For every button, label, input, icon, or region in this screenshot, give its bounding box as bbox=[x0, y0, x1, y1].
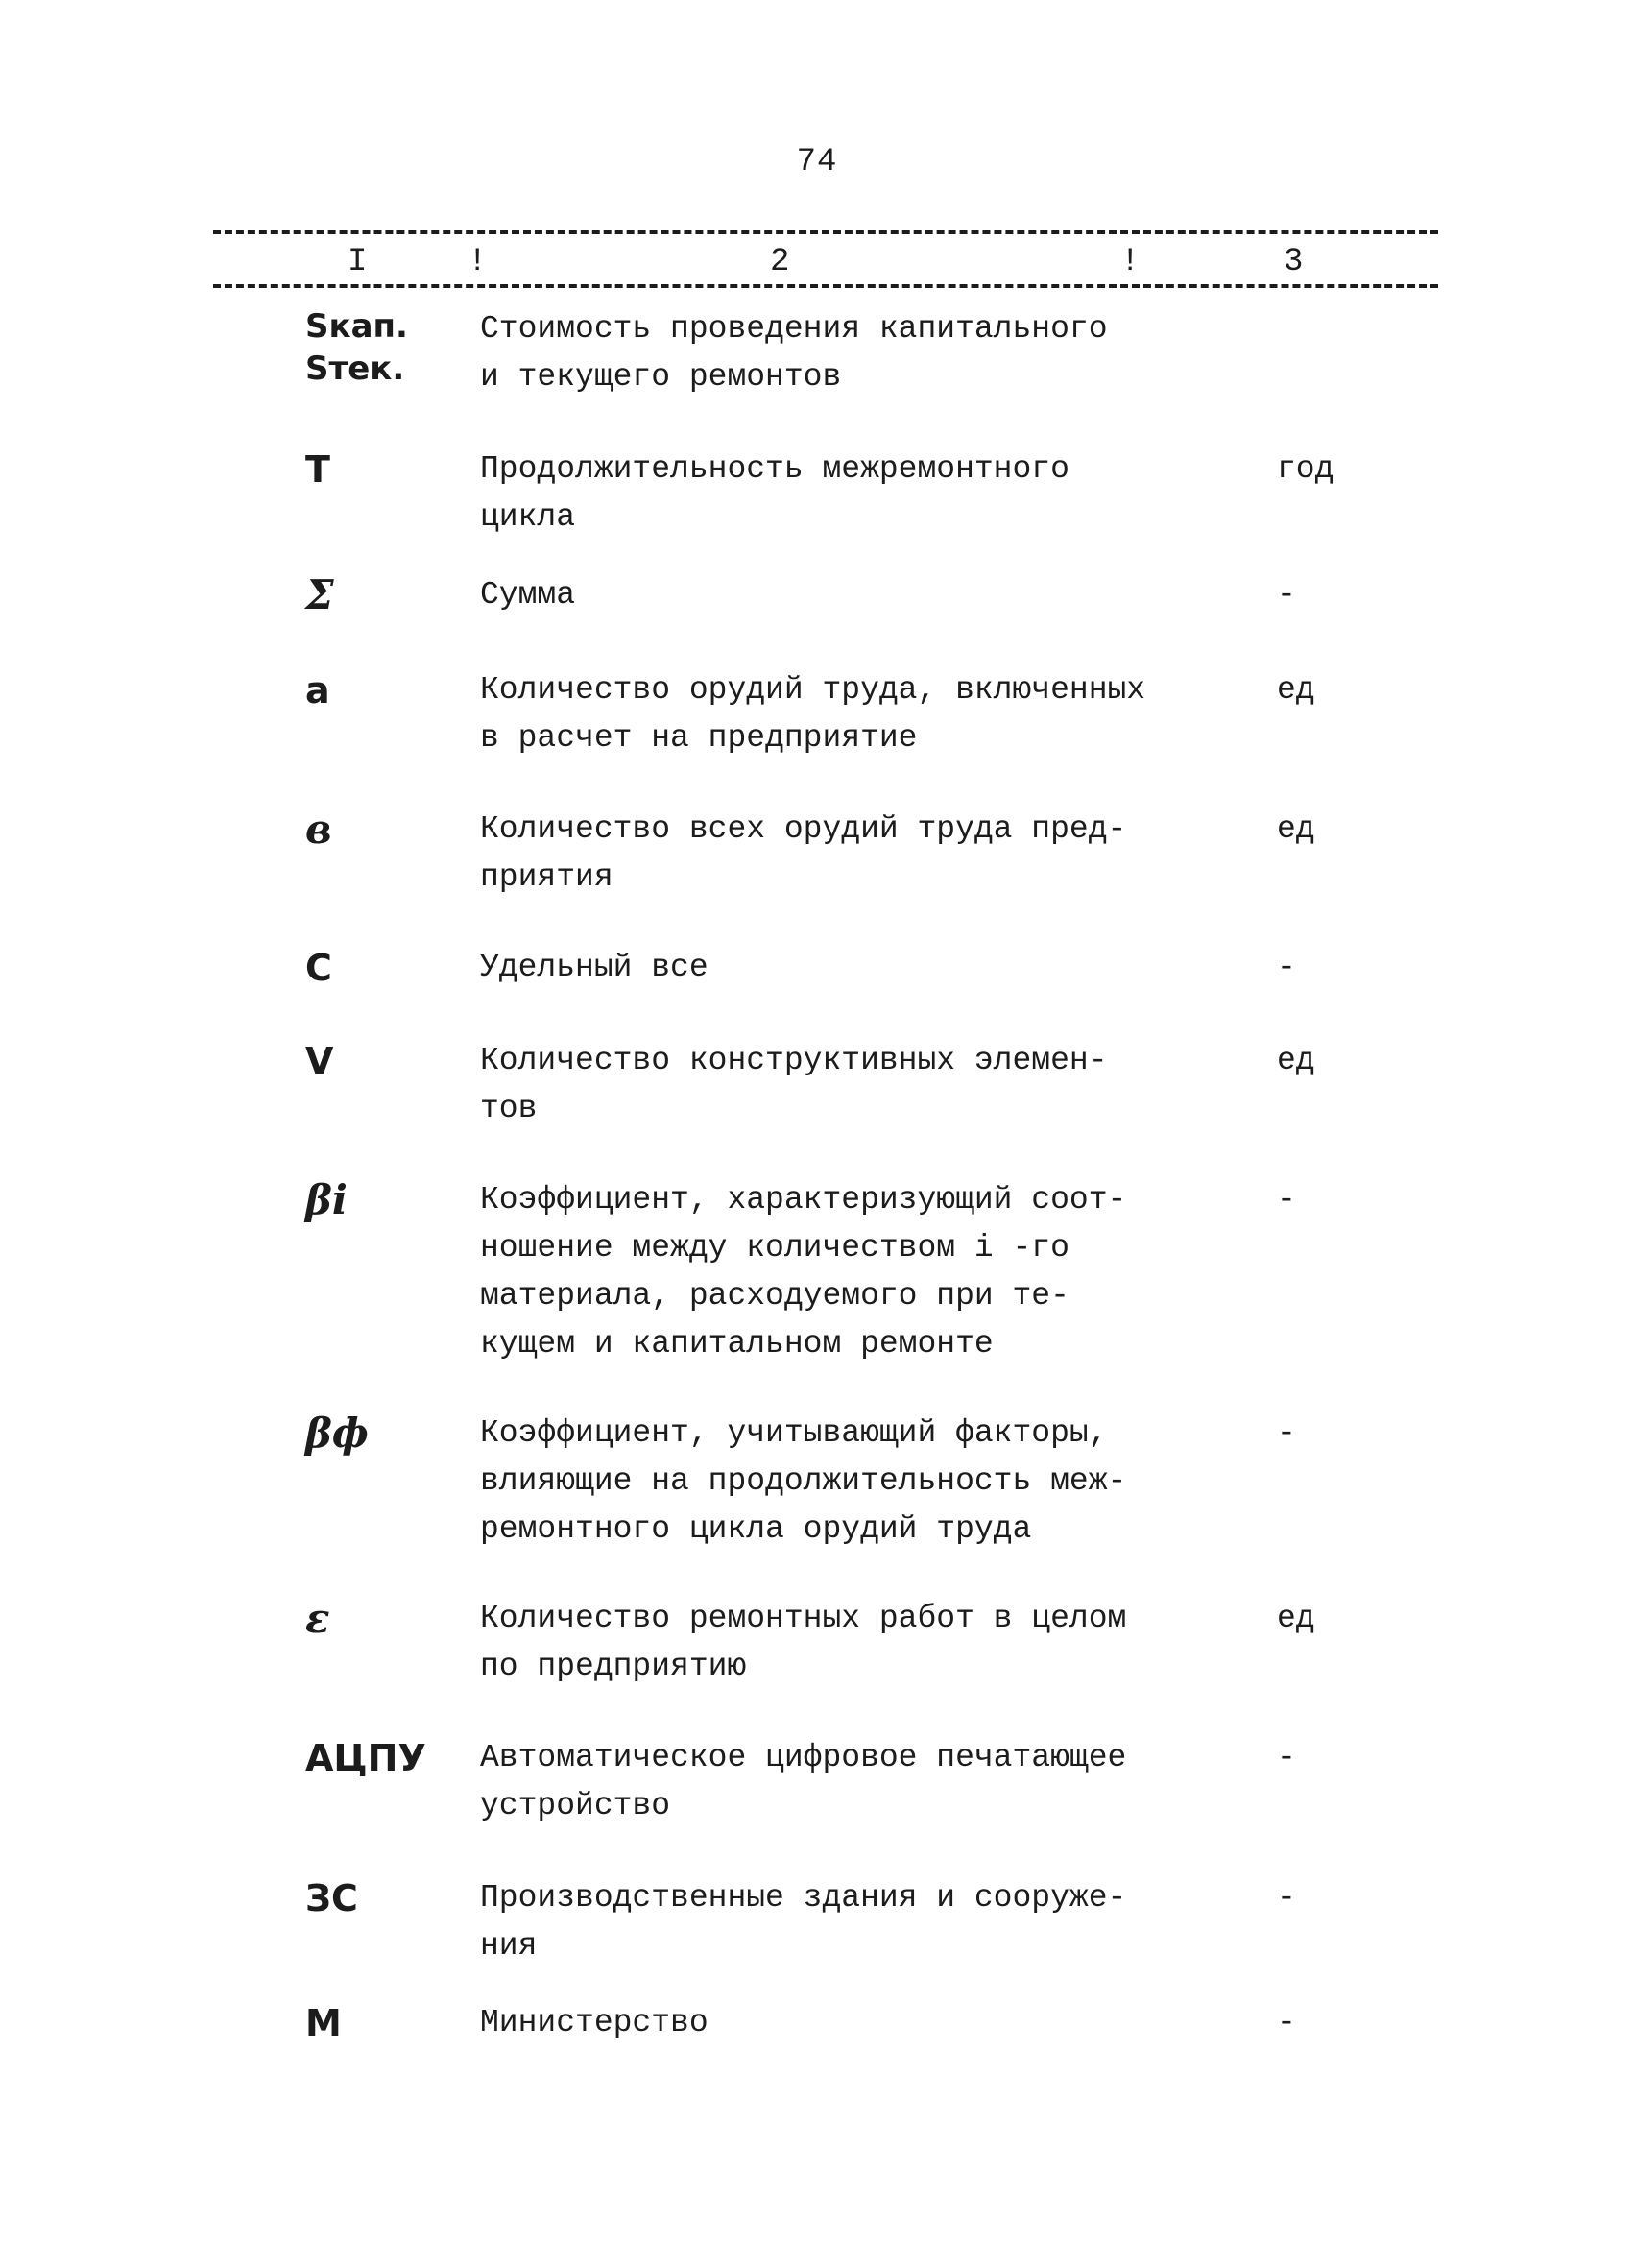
unit-cell: ед bbox=[1277, 811, 1315, 847]
description-cell: Коэффициент, характеризующий соот- ношение между количеством i -го материала, расходуемого при те- кущем и капитальном ремонте bbox=[480, 1182, 1127, 1362]
header-separator-1: ! bbox=[468, 244, 488, 280]
description-cell: Производственные здания и сооруже- ния bbox=[480, 1880, 1127, 1964]
description-cell: Продолжительность межремонтного цикла bbox=[480, 451, 1069, 535]
unit-cell: - bbox=[1277, 950, 1296, 985]
symbol-cell: βi bbox=[305, 1176, 348, 1223]
unit-cell: - bbox=[1277, 1880, 1296, 1916]
table-row bbox=[0, 1874, 1634, 1999]
table-row bbox=[0, 305, 1634, 446]
symbol-cell: T bbox=[305, 448, 330, 491]
unit-cell: ед bbox=[1277, 1043, 1315, 1078]
table-row bbox=[0, 944, 1634, 1037]
description-cell: Министерство bbox=[480, 2005, 709, 2040]
symbol-cell: ε bbox=[305, 1595, 330, 1642]
symbol-cell: βф bbox=[305, 1410, 369, 1457]
table-row bbox=[0, 446, 1634, 571]
symbol-line: Sтек. bbox=[305, 350, 405, 388]
symbol-cell bbox=[305, 305, 459, 390]
page-number: 74 bbox=[796, 144, 838, 181]
symbols-table bbox=[0, 305, 1634, 2057]
unit-cell: год bbox=[1277, 451, 1334, 487]
description-cell: Коэффициент, учитывающий факторы, влияющие на продолжительность меж- ремонтного цикла орудий труда bbox=[480, 1415, 1127, 1547]
table-row bbox=[0, 806, 1634, 944]
table-row bbox=[0, 1410, 1634, 1595]
description-cell: Стоимость проведения капитального и текущего ремонтов bbox=[480, 311, 1108, 395]
table-top-rule bbox=[213, 230, 1438, 234]
table-row bbox=[0, 571, 1634, 666]
symbol-cell: ЗС bbox=[305, 1877, 358, 1919]
header-col-3: 3 bbox=[1284, 244, 1304, 280]
symbol-cell: a bbox=[305, 669, 330, 712]
description-cell: Удельный все bbox=[480, 950, 709, 985]
table-row bbox=[0, 1595, 1634, 1734]
symbol-cell: АЦПУ bbox=[305, 1737, 426, 1779]
table-header bbox=[213, 244, 1438, 282]
unit-cell: - bbox=[1277, 577, 1296, 613]
unit-cell: ед bbox=[1277, 1601, 1315, 1636]
table-header-bottom-rule bbox=[213, 284, 1438, 288]
table-row bbox=[0, 1176, 1634, 1410]
symbol-cell: в bbox=[305, 806, 332, 853]
symbol-cell: C bbox=[305, 947, 332, 989]
description-cell: Количество ремонтных работ в целом по предприятию bbox=[480, 1601, 1127, 1684]
description-cell: Количество всех орудий труда пред- приятия bbox=[480, 811, 1127, 895]
symbol-cell: Σ bbox=[305, 571, 334, 618]
header-col-1: I bbox=[348, 244, 368, 280]
symbol-line: Sкап. bbox=[305, 307, 408, 346]
header-col-2: 2 bbox=[770, 244, 790, 280]
description-cell: Сумма bbox=[480, 577, 576, 613]
description-cell: Автоматическое цифровое печатающее устройство bbox=[480, 1740, 1127, 1823]
unit-cell: - bbox=[1277, 1740, 1296, 1775]
unit-cell: ед bbox=[1277, 672, 1315, 708]
description-cell: Количество конструктивных элемен- тов bbox=[480, 1043, 1108, 1126]
table-row bbox=[0, 1037, 1634, 1176]
description-cell: Количество орудий труда, включенных в расчет на предприятие bbox=[480, 672, 1146, 756]
table-row bbox=[0, 1734, 1634, 1874]
table-row bbox=[0, 666, 1634, 806]
symbol-cell: M bbox=[305, 2002, 342, 2044]
header-separator-2: ! bbox=[1120, 244, 1141, 280]
unit-cell: - bbox=[1277, 1182, 1296, 1218]
unit-cell: - bbox=[1277, 2005, 1296, 2040]
symbol-cell: V bbox=[305, 1040, 334, 1082]
table-row bbox=[0, 1999, 1634, 2057]
unit-cell: - bbox=[1277, 1415, 1296, 1451]
